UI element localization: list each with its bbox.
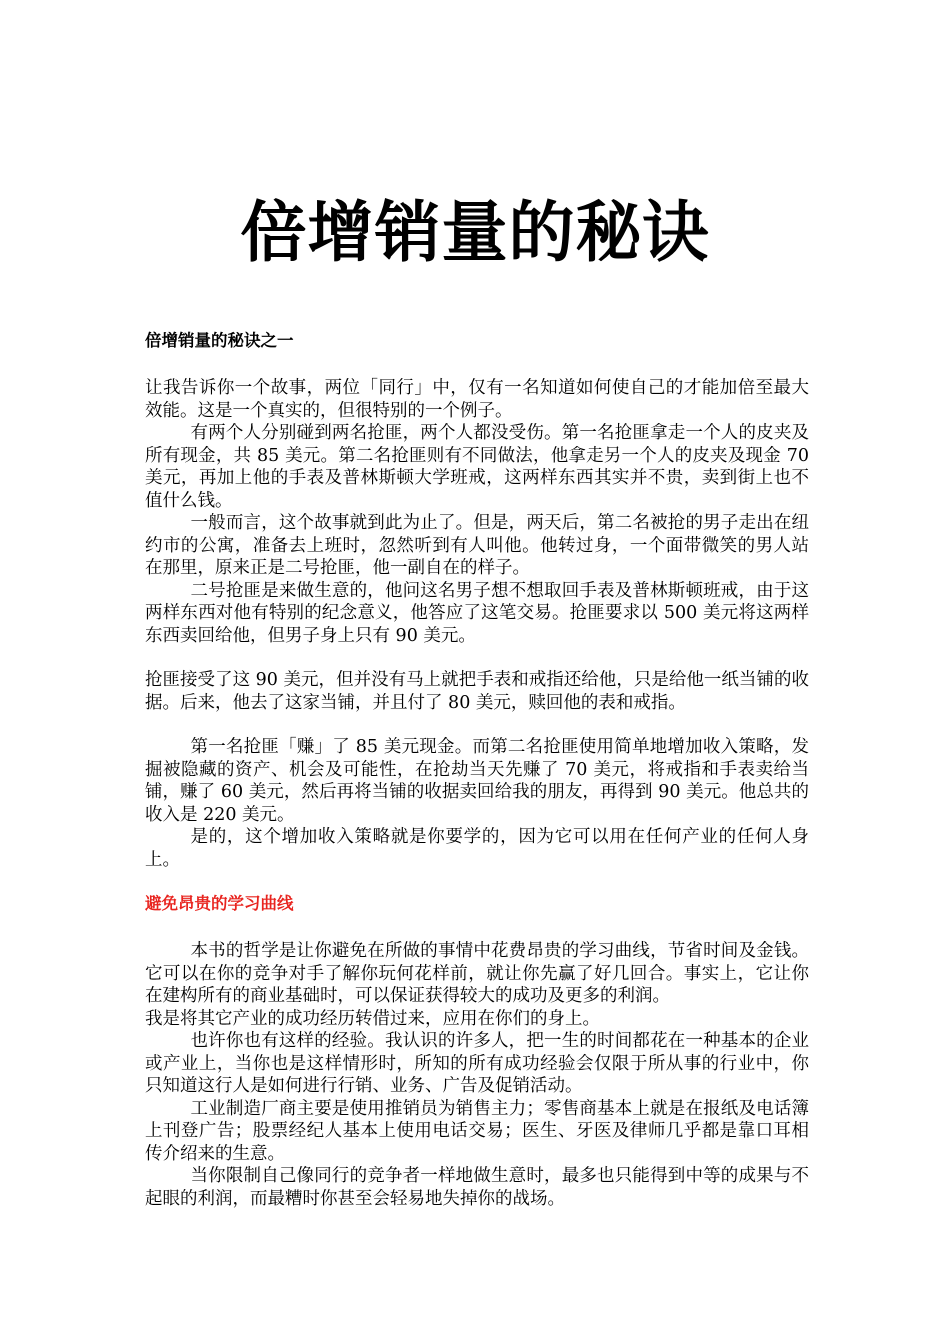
paragraph: 是的，这个增加收入策略就是你要学的，因为它可以用在任何产业的任何人身上。 [145,827,809,870]
section-heading-2: 避免昂贵的学习曲线 [145,894,294,913]
paragraph: 也许你也有这样的经验。我认识的许多人，把一生的时间都花在一种基本的企业或产业上，当你也是这样情形时，所知的所有成功经验会仅限于所从事的行业中，你只知道这行人是如何进行行销、业务、广告及促销活动。 [145,1031,809,1096]
paragraph: 一般而言，这个故事就到此为止了。但是，两天后，第二名被抢的男子走出在纽约市的公寓，准备去上班时，忽然听到有人叫他。他转过身，一个面带微笑的男人站在那里，原来正是二号抢匪，他一副自在的样子。 [145,513,809,578]
paragraph: 有两个人分别碰到两名抢匪，两个人都没受伤。第一名抢匪拿走一个人的皮夹及所有现金，共 85 美元。第二名抢匪则有不同做法，他拿走另一个人的皮夹及现金 70 美元，再加上他的手表及普林斯顿大学班戒，这两样东西其实并不贵，卖到街上也不值什么钱。 [145,423,809,511]
paragraph: 让我告诉你一个故事，两位「同行」中，仅有一名知道如何使自己的才能加倍至最大效能。这是一个真实的，但很特别的一个例子。 [145,378,809,421]
paragraph: 第一名抢匪「赚」了 85 美元现金。而第二名抢匪使用简单地增加收入策略，发掘被隐藏的资产、机会及可能性，在抢劫当天先赚了 70 美元，将戒指和手表卖给当铺，赚了 60 美元，然后再将当铺的收据卖回给我的朋友，再得到 90 美元。他总共的收入是 220 美元。 [145,737,809,825]
document-title: 倍增销量的秘诀 [240,194,710,271]
paragraph: 二号抢匪是来做生意的，他问这名男子想不想取回手表及普林斯顿班戒，由于这两样东西对他有特别的纪念意义，他答应了这笔交易。抢匪要求以 500 美元将这两样东西卖回给他，但男子身上只有 90 美元。 [145,580,809,646]
document-body [145,330,809,1210]
paragraph: 当你限制自己像同行的竞争者一样地做生意时，最多也只能得到中等的成果与不起眼的利润，而最糟时你甚至会轻易地失掉你的战场。 [145,1166,809,1209]
section-heading-1: 倍增销量的秘诀之一 [145,331,294,350]
paragraph: 我是将其它产业的成功经历转借过来，应用在你们的身上。 [145,1008,600,1029]
paragraph: 抢匪接受了这 90 美元，但并没有马上就把手表和戒指还给他，只是给他一纸当铺的收据。后来，他去了这家当铺，并且付了 80 美元，赎回他的表和戒指。 [145,670,809,713]
paragraph: 工业制造厂商主要是使用推销员为销售主力；零售商基本上就是在报纸及电话簿上刊登广告；股票经纪人基本上使用电话交易；医生、牙医及律师几乎都是靠口耳相传介绍来的生意。 [145,1098,809,1164]
paragraph: 本书的哲学是让你避免在所做的事情中花费昂贵的学习曲线，节省时间及金钱。它可以在你的竞争对手了解你玩何花样前，就让你先赢了好几回合。事实上，它让你在建构所有的商业基础时，可以保证获得较大的成功及更多的利润。 [145,941,809,1006]
